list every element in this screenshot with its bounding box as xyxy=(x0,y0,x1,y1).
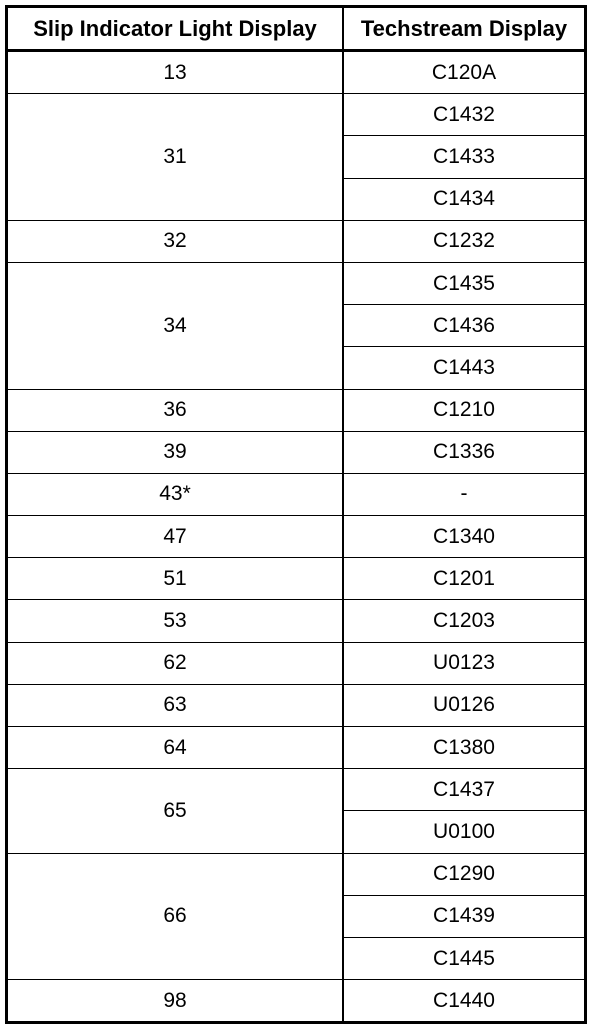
table-row xyxy=(7,558,586,600)
table-row xyxy=(7,642,586,684)
table-row xyxy=(7,727,586,769)
table-row xyxy=(7,600,586,642)
slip-indicator-cell: 63 xyxy=(7,684,344,726)
techstream-code-cell: U0123 xyxy=(343,642,586,684)
techstream-code-cell: C1440 xyxy=(343,980,586,1023)
techstream-code-cell: C1201 xyxy=(343,558,586,600)
techstream-code-cell: C1436 xyxy=(343,305,586,347)
techstream-code-cell: - xyxy=(343,473,586,515)
techstream-code-cell: C1439 xyxy=(343,895,586,937)
slip-indicator-cell: 13 xyxy=(7,51,344,94)
techstream-code-cell: C1210 xyxy=(343,389,586,431)
slip-indicator-cell: 36 xyxy=(7,389,344,431)
slip-indicator-cell: 32 xyxy=(7,220,344,262)
techstream-code-cell: C1434 xyxy=(343,178,586,220)
slip-indicator-cell: 34 xyxy=(7,262,344,389)
slip-indicator-cell: 98 xyxy=(7,980,344,1023)
slip-indicator-cell: 62 xyxy=(7,642,344,684)
table-row xyxy=(7,220,586,262)
header-slip-indicator: Slip Indicator Light Display xyxy=(7,7,344,51)
table-row xyxy=(7,853,586,895)
table-row xyxy=(7,473,586,515)
header-techstream: Techstream Display xyxy=(343,7,586,51)
table-row xyxy=(7,94,586,136)
slip-indicator-cell: 53 xyxy=(7,600,344,642)
techstream-code-cell: C1433 xyxy=(343,136,586,178)
techstream-code-cell: C1290 xyxy=(343,853,586,895)
techstream-code-cell: C1437 xyxy=(343,769,586,811)
table-row xyxy=(7,769,586,811)
techstream-code-cell: U0100 xyxy=(343,811,586,853)
table-row xyxy=(7,389,586,431)
techstream-code-cell: C1340 xyxy=(343,516,586,558)
slip-indicator-cell: 65 xyxy=(7,769,344,853)
header-row xyxy=(7,7,586,51)
slip-indicator-cell: 64 xyxy=(7,727,344,769)
techstream-code-cell: C1380 xyxy=(343,727,586,769)
slip-indicator-cell: 66 xyxy=(7,853,344,980)
table-row xyxy=(7,262,586,304)
techstream-code-cell: C1435 xyxy=(343,262,586,304)
slip-indicator-cell: 43* xyxy=(7,473,344,515)
slip-indicator-cell: 51 xyxy=(7,558,344,600)
techstream-code-cell: C1336 xyxy=(343,431,586,473)
techstream-code-cell: C1232 xyxy=(343,220,586,262)
table-row xyxy=(7,684,586,726)
techstream-code-cell: C1445 xyxy=(343,937,586,979)
code-table xyxy=(5,5,587,1024)
techstream-code-cell: C120A xyxy=(343,51,586,94)
slip-indicator-cell: 47 xyxy=(7,516,344,558)
table-row xyxy=(7,980,586,1023)
table-body xyxy=(7,51,586,1023)
techstream-code-cell: C1203 xyxy=(343,600,586,642)
table-row xyxy=(7,51,586,94)
slip-indicator-cell: 39 xyxy=(7,431,344,473)
table-row xyxy=(7,516,586,558)
slip-indicator-cell: 31 xyxy=(7,94,344,221)
table-row xyxy=(7,431,586,473)
techstream-code-cell: C1443 xyxy=(343,347,586,389)
techstream-code-cell: C1432 xyxy=(343,94,586,136)
techstream-code-cell: U0126 xyxy=(343,684,586,726)
